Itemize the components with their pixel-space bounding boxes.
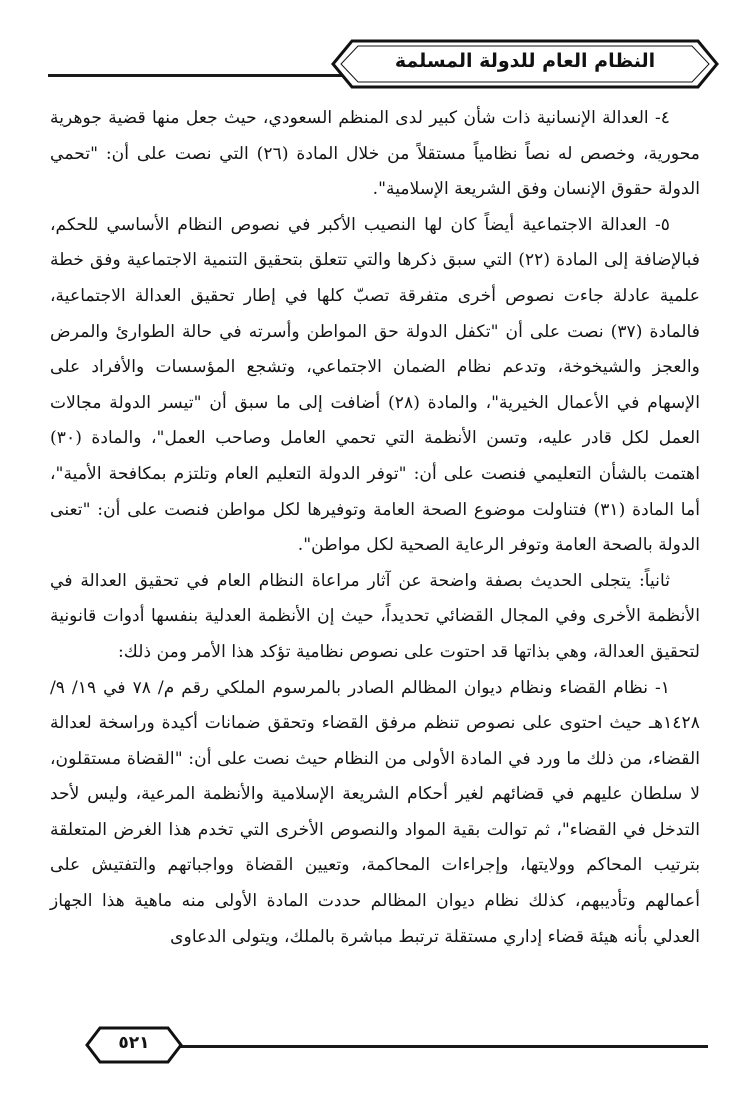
paragraph-judiciary-law: ١- نظام القضاء ونظام ديوان المظالم الصادر بالمرسوم الملكي رقم م/ ٧٨ في ١٩/ ٩/ ١٤٢٨هـ حيث احتوى على نصوص تنظم مرفق القضاء وتحقق ضمانات أكيدة وراسخة لعدالة القضاء، من ذلك ما ورد في المادة الأولى من النظام حيث نصت على أن: "القضاة مستقلون، لا سلطان عليهم في قضائهم لغير أحكام الشريعة الإسلامية والأنظمة المرعية، وليس لأحد التدخل في القضاء"، ثم توالت بقية المواد والنصوص الأخرى التي تخدم هذا الغرض المتعلقة بترتيب المحاكم وولايتها، وإجراءات المحاكمة، وتعيين القضاة وواجباتهم والتفتيش على أعمالهم وتأديبهم، كذلك نظام ديوان المظالم حددت المادة الأولى منه ماهية هذا الجهاز العدلي بأنه هيئة قضاء إداري مستقلة ترتبط مباشرة بالملك، ويتولى الدعاوى (50, 677, 700, 947)
running-header (48, 38, 720, 90)
header-rule (48, 74, 350, 77)
header-title-frame (330, 38, 720, 90)
page-body (50, 101, 700, 955)
page-number-frame (84, 1025, 184, 1065)
header-title: النظام العام للدولة المسلمة (394, 50, 656, 72)
paragraph-secondly: ثانياً: يتجلى الحديث بصفة واضحة عن آثار مراعاة النظام العام في تحقيق العدالة في الأنظمة الأخرى وفي المجال القضائي تحديداً، حيث إن الأنظمة العدلية بنفسها أدوات قانونية لتحقيق العدالة، وهي بذاتها قد احتوت على نصوص نظامية تؤكد هذا الأمر ومن ذلك: (50, 570, 700, 662)
paragraph-human-justice: ٤- العدالة الإنسانية ذات شأن كبير لدى المنظم السعودي، حيث جعل منها قضية جوهرية محورية، وخصص له نصاً نظامياً مستقلاً من خلال المادة (٢٦) التي نصت على أن: "تحمي الدولة حقوق الإنسان وفق الشريعة الإسلامية". (50, 108, 700, 200)
page-footer (48, 1015, 708, 1075)
page-number: ٥٢١ (118, 1033, 150, 1053)
footer-rule (168, 1045, 708, 1048)
paragraph-social-justice: ٥- العدالة الاجتماعية أيضاً كان لها النصيب الأكبر في نصوص النظام الأساسي للحكم، فبالإضافة إلى المادة (٢٢) التي سبق ذكرها والتي تتعلق بتحقيق التنمية الاجتماعية وفق خطة علمية عادلة جاءت نصوص أخرى متفرقة تصبّ كلها في إطار تحقيق العدالة الاجتماعية، فالمادة (٣٧) نصت على أن "تكفل الدولة حق المواطن وأسرته في حالة الطوارئ والمرض والعجز والشيخوخة، وتدعم نظام الضمان الاجتماعي، وتشجع المؤسسات والأفراد على الإسهام في الأعمال الخيرية"، والمادة (٢٨) أضافت إلى ما سبق أن "تيسر الدولة مجالات العمل لكل قادر عليه، وتسن الأنظمة التي تحمي العامل وصاحب العمل"، والمادة (٣٠) اهتمت بالشأن التعليمي فنصت على أن: "توفر الدولة التعليم العام وتلتزم بمكافحة الأمية"، أما المادة (٣١) فتناولت موضوع الصحة العامة وتوفيرها لكل مواطن فنصت على أن: "تعنى الدولة بالصحة العامة وتوفر الرعاية الصحية لكل مواطن". (50, 214, 701, 556)
